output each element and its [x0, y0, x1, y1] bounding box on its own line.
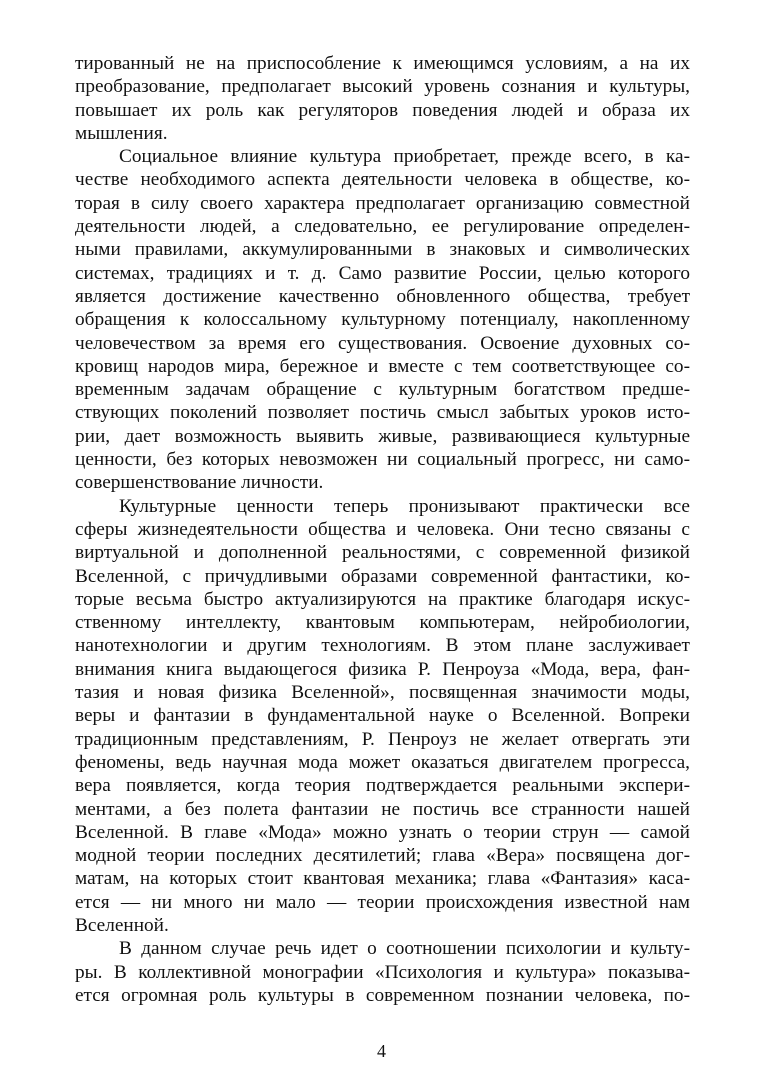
text-line: ментами, а без полета фантазии не постичь все странности нашей [75, 798, 690, 820]
text-line: ется — ни много ни мало — теории происхождения известной нам [75, 891, 690, 913]
text-line: кровищ народов мира, бережное и вместе с тем соответствующее со- [75, 355, 690, 377]
text-line: феномены, ведь научная мода может оказаться двигателем прогресса, [75, 751, 690, 773]
text-line: традиционным представлениям, Р. Пенроуз не желает отвергать эти [75, 728, 690, 750]
text-line: совершенствование личности. [75, 472, 324, 494]
paragraph [75, 937, 690, 1007]
text-line: обращения к колоссальному культурному потенциалу, накопленному [75, 309, 690, 331]
text-line: Вселенной. [75, 914, 169, 936]
page-body [75, 52, 690, 1007]
text-line: является достижение качественно обновленного общества, требует [75, 285, 690, 307]
text-line: деятельности людей, а следовательно, ее регулирование определен- [75, 216, 690, 238]
text-line: человечеством за время его существования. Освоение духовных со- [75, 332, 690, 354]
paragraph [75, 145, 690, 494]
text-line: виртуальной и дополненной реальностями, с современной физикой [75, 542, 690, 564]
text-line: веры и фантазии в фундаментальной науке о Вселенной. Вопреки [75, 705, 690, 727]
paragraph [75, 495, 690, 938]
text-line: преобразование, предполагает высокий уровень сознания и культуры, [75, 76, 690, 98]
text-line: ными правилами, аккумулированными в знаковых и символических [75, 239, 690, 261]
text-line: честве необходимого аспекта деятельности человека в обществе, ко- [75, 169, 690, 191]
text-line: сферы жизнедеятельности общества и человека. Они тесно связаны с [75, 518, 690, 540]
text-line: тированный не на приспособление к имеющимся условиям, а на их [75, 53, 690, 74]
text-line: повышает их роль как регуляторов поведения людей и образа их [75, 99, 690, 121]
text-line: временным задачам обращение с культурным богатством предше- [75, 379, 690, 401]
text-line: Вселенной, с причудливыми образами современной фантастики, ко- [75, 565, 690, 587]
text-line: В данном случае речь идет о соотношении психологии и культу- [119, 938, 690, 960]
text-line: ствующих поколений позволяет постичь смысл забытых уроков исто- [75, 402, 690, 424]
text-line: Культурные ценности теперь пронизывают практически все [119, 495, 690, 517]
page-number: 4 [377, 1041, 386, 1061]
text-line: рии, дает возможность выявить живые, развивающиеся культурные [75, 425, 690, 447]
text-line: ценности, без которых невозможен ни социальный прогресс, ни само- [75, 449, 690, 471]
paragraph [75, 52, 690, 145]
text-line: системах, традициях и т. д. Само развитие России, целью которого [75, 262, 690, 284]
text-line: ры. В коллективной монографии «Психология и культура» показыва- [75, 961, 690, 983]
text-line: матам, на которых стоит квантовая механика; глава «Фантазия» каса- [75, 868, 690, 890]
text-line: модной теории последних десятилетий; глава «Вера» посвящена дог- [75, 845, 690, 867]
text-line: внимания книга выдающегося физика Р. Пенроуза «Мода, вера, фан- [75, 658, 690, 680]
text-line: Вселенной. В главе «Мода» можно узнать о теории струн — самой [75, 821, 690, 843]
text-line: торые весьма быстро актуализируются на практике благодаря искус- [75, 588, 690, 610]
text-line: вера появляется, когда теория подтверждается реальными экспери- [75, 775, 690, 797]
text-line: ственному интеллекту, квантовым компьютерам, нейробиологии, [75, 612, 690, 634]
text-line: мышления. [75, 122, 168, 144]
text-line: тазия и новая физика Вселенной», посвященная значимости моды, [75, 682, 690, 704]
text-line: торая в силу своего характера предполагает организацию совместной [75, 192, 690, 214]
text-line: Социальное влияние культура приобретает, прежде всего, в ка- [119, 146, 690, 168]
text-line: нанотехнологии и другим технологиям. В этом плане заслуживает [75, 635, 690, 657]
text-line: ется огромная роль культуры в современном познании человека, по- [75, 984, 690, 1006]
